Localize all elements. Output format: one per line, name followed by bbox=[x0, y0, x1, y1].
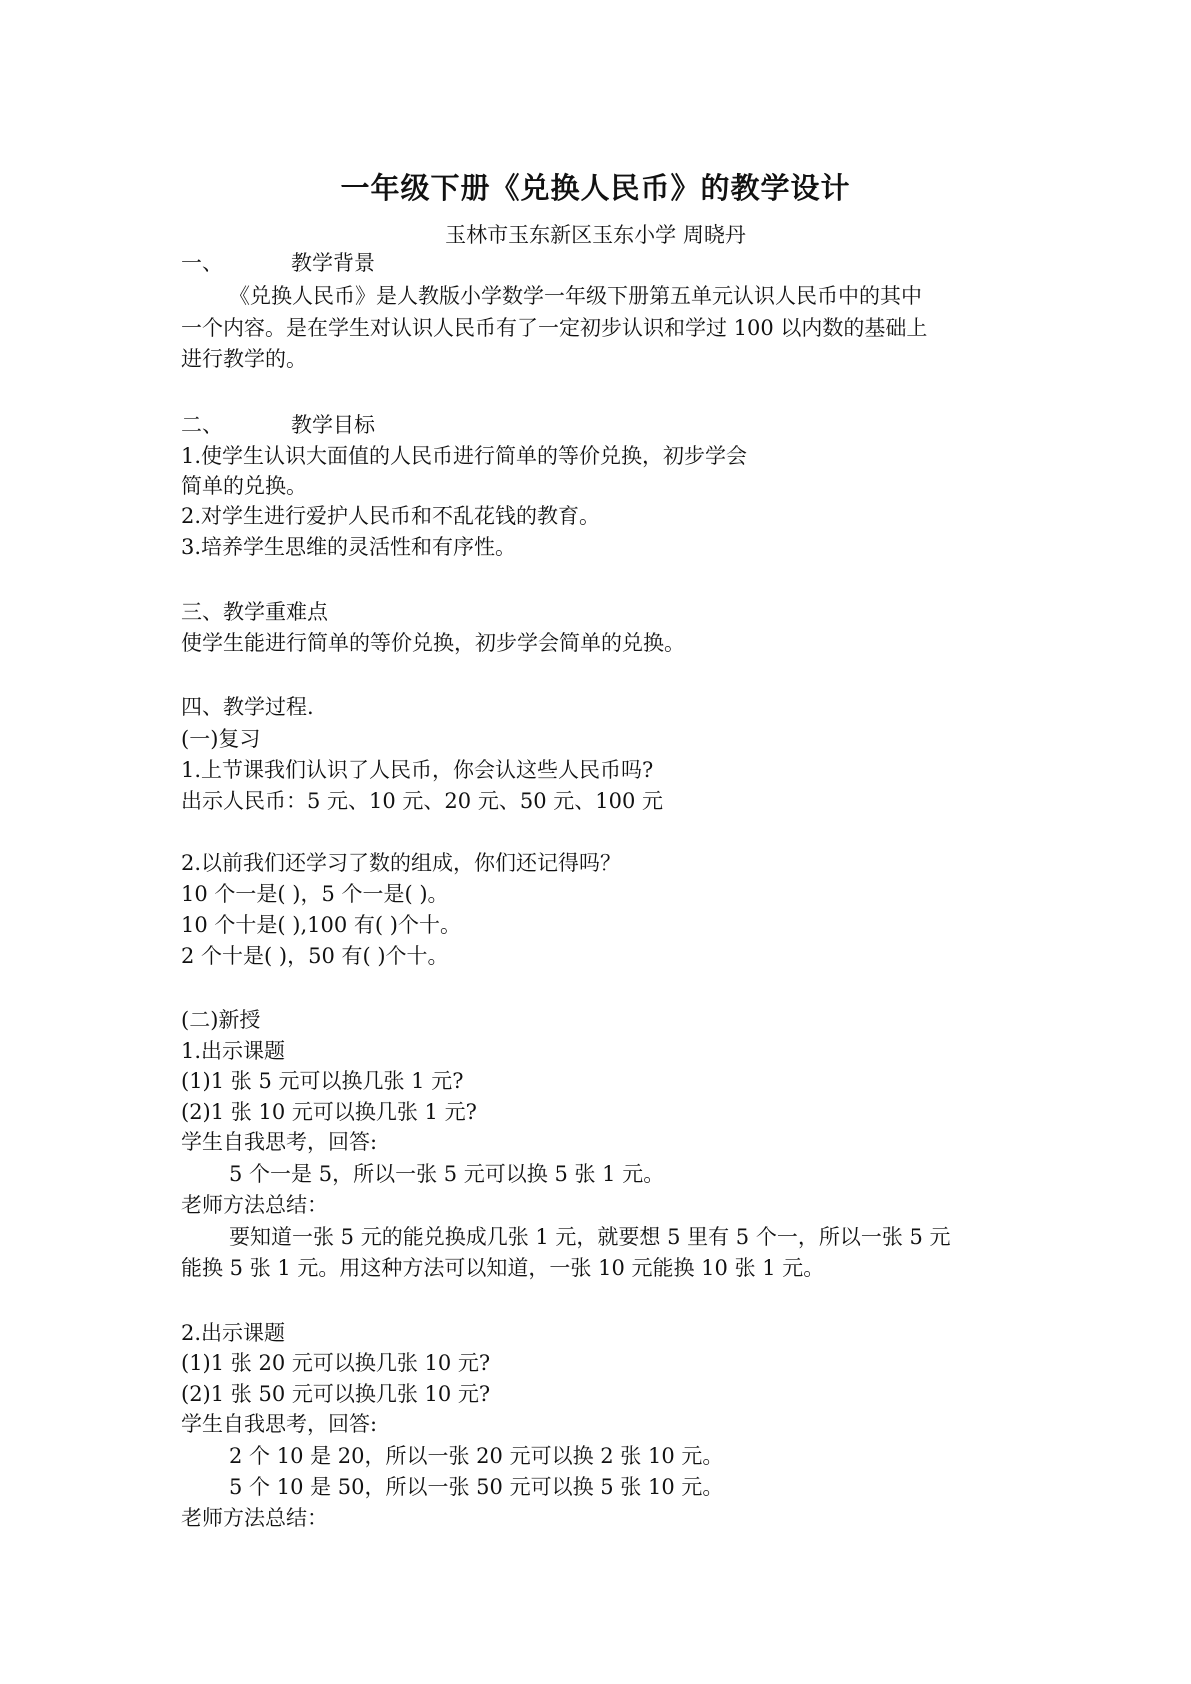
review-line: 10 个十是( ),100 有( )个十。 bbox=[181, 913, 461, 937]
lesson-line: (1)1 张 20 元可以换几张 10 元? bbox=[181, 1351, 491, 1375]
subsection-heading-review: (一)复习 bbox=[181, 727, 261, 751]
section-title: 教学背景 bbox=[291, 251, 375, 275]
author-line: 玉林市玉东新区玉东小学 周晓丹 bbox=[445, 223, 746, 247]
section-number: 二、 bbox=[181, 413, 223, 437]
review-line: 2.以前我们还学习了数的组成，你们还记得吗？ bbox=[181, 851, 622, 875]
lesson-line: 2.出示课题 bbox=[181, 1321, 286, 1345]
lesson-line: 1.出示课题 bbox=[181, 1039, 286, 1063]
lesson-line: (2)1 张 50 元可以换几张 10 元? bbox=[181, 1382, 491, 1406]
answer-line: 2 个 10 是 20，所以一张 20 元可以换 2 张 10 元。 bbox=[229, 1444, 724, 1468]
answer-line: 5 个 10 是 50，所以一张 50 元可以换 5 张 10 元。 bbox=[229, 1475, 724, 1499]
paragraph-line: 进行教学的。 bbox=[181, 347, 307, 371]
review-line: 10 个一是( )，5 个一是( )。 bbox=[181, 882, 449, 906]
lesson-line: (1)1 张 5 元可以换几张 1 元? bbox=[181, 1069, 464, 1093]
objective-line: 2.对学生进行爱护人民币和不乱花钱的教育。 bbox=[181, 504, 601, 528]
paragraph-line: 《兑换人民币》是人教版小学数学一年级下册第五单元认识人民币中的其中 bbox=[229, 284, 922, 308]
review-line: 2 个十是( )，50 有( )个十。 bbox=[181, 944, 449, 968]
section-heading-objectives bbox=[181, 410, 375, 440]
lesson-line: 学生自我思考，回答: bbox=[181, 1130, 378, 1154]
summary-label: 老师方法总结： bbox=[181, 1506, 328, 1530]
section-heading-background bbox=[181, 248, 375, 278]
section-heading-process: 四、教学过程. bbox=[181, 695, 314, 719]
subsection-heading-new-lesson: (二)新授 bbox=[181, 1008, 261, 1032]
summary-line: 要知道一张 5 元的能兑换成几张 1 元，就要想 5 里有 5 个一，所以一张 5 元 bbox=[229, 1225, 951, 1249]
summary-label: 老师方法总结： bbox=[181, 1193, 328, 1217]
key-point-line: 使学生能进行简单的等价兑换，初步学会简单的兑换。 bbox=[181, 631, 685, 655]
document-title: 一年级下册《兑换人民币》的教学设计 bbox=[340, 171, 851, 205]
review-line: 1.上节课我们认识了人民币，你会认这些人民币吗? bbox=[181, 758, 654, 782]
lesson-line: (2)1 张 10 元可以换几张 1 元? bbox=[181, 1100, 477, 1124]
section-number: 一、 bbox=[181, 251, 223, 275]
paragraph-line: 一个内容。是在学生对认识人民币有了一定初步认识和学过 100 以内数的基础上 bbox=[181, 316, 928, 340]
objective-line: 简单的兑换。 bbox=[181, 474, 307, 498]
section-heading-keypoints: 三、教学重难点 bbox=[181, 600, 328, 624]
objective-line: 3.培养学生思维的灵活性和有序性。 bbox=[181, 535, 517, 559]
answer-line: 5 个一是 5，所以一张 5 元可以换 5 张 1 元。 bbox=[229, 1162, 665, 1186]
section-title: 教学目标 bbox=[291, 413, 375, 437]
review-line: 出示人民币：5 元、10 元、20 元、50 元、100 元 bbox=[181, 789, 663, 813]
lesson-line: 学生自我思考，回答: bbox=[181, 1412, 378, 1436]
summary-line: 能换 5 张 1 元。用这种方法可以知道，一张 10 元能换 10 张 1 元。 bbox=[181, 1256, 825, 1280]
objective-line: 1.使学生认识大面值的人民币进行简单的等价兑换，初步学会 bbox=[181, 444, 748, 468]
